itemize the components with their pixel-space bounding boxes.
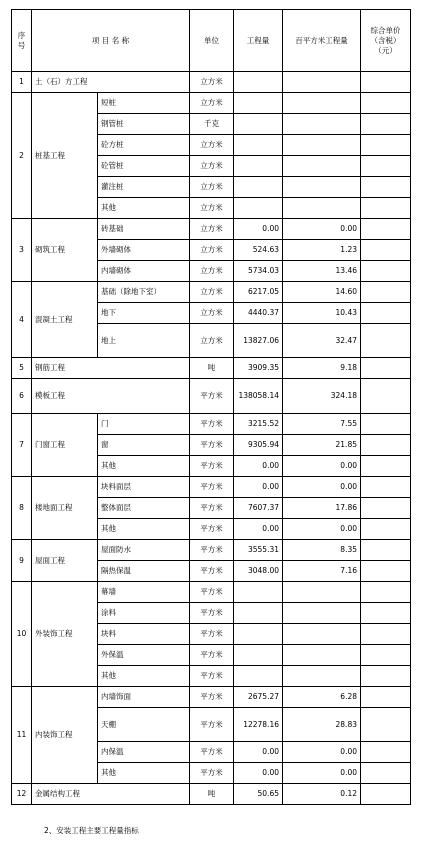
row-unit: 平方米 (190, 435, 234, 456)
row-unit: 千克 (190, 114, 234, 135)
row-qty (234, 603, 283, 624)
row-qty: 0.00 (234, 519, 283, 540)
row-no: 6 (12, 379, 32, 414)
row-unit: 立方米 (190, 177, 234, 198)
row-subitem: 幕墙 (98, 582, 190, 603)
row-unit: 立方米 (190, 303, 234, 324)
header-item: 项 目 名 称 (32, 10, 190, 72)
row-per100 (283, 624, 361, 645)
header-unit: 单位 (190, 10, 234, 72)
row-qty: 0.00 (234, 477, 283, 498)
row-unit: 立方米 (190, 261, 234, 282)
row-subitem: 整体面层 (98, 498, 190, 519)
row-unit: 平方米 (190, 687, 234, 708)
row-unit: 平方米 (190, 414, 234, 435)
row-price (361, 177, 411, 198)
row-qty: 12278.16 (234, 708, 283, 742)
row-price (361, 456, 411, 477)
row-qty: 0.00 (234, 763, 283, 784)
row-qty (234, 93, 283, 114)
row-per100 (283, 114, 361, 135)
row-unit: 平方米 (190, 603, 234, 624)
row-qty: 524.63 (234, 240, 283, 261)
row-subitem: 外保温 (98, 645, 190, 666)
row-price (361, 435, 411, 456)
header-row (12, 10, 411, 72)
row-per100: 6.28 (283, 687, 361, 708)
row-subitem: 其他 (98, 456, 190, 477)
row-price (361, 114, 411, 135)
row-subitem: 内墙饰面 (98, 687, 190, 708)
row-per100: 0.00 (283, 456, 361, 477)
row-unit: 立方米 (190, 135, 234, 156)
row-unit: 平方米 (190, 582, 234, 603)
row-subitem: 涂料 (98, 603, 190, 624)
row-subitem: 地下 (98, 303, 190, 324)
row-price (361, 72, 411, 93)
row-per100 (283, 603, 361, 624)
row-category: 楼地面工程 (32, 477, 98, 540)
row-no: 4 (12, 282, 32, 358)
row-subitem: 天棚 (98, 708, 190, 742)
row-per100: 9.18 (283, 358, 361, 379)
row-qty: 7607.37 (234, 498, 283, 519)
row-qty (234, 135, 283, 156)
row-price (361, 303, 411, 324)
row-no: 5 (12, 358, 32, 379)
row-subitem: 砼方桩 (98, 135, 190, 156)
row-qty: 4440.37 (234, 303, 283, 324)
row-per100 (283, 198, 361, 219)
quantity-index-table (11, 9, 411, 805)
row-category: 桩基工程 (32, 93, 98, 219)
row-unit: 平方米 (190, 477, 234, 498)
table-row (12, 379, 411, 414)
row-category: 模板工程 (32, 379, 190, 414)
row-price (361, 742, 411, 763)
row-price (361, 763, 411, 784)
table-row (12, 219, 411, 240)
row-subitem: 其他 (98, 198, 190, 219)
row-price (361, 561, 411, 582)
row-subitem: 砼管桩 (98, 156, 190, 177)
row-unit: 平方米 (190, 540, 234, 561)
row-qty (234, 645, 283, 666)
row-subitem: 其他 (98, 666, 190, 687)
row-no: 10 (12, 582, 32, 687)
row-no: 11 (12, 687, 32, 784)
row-subitem: 外墙砌体 (98, 240, 190, 261)
row-qty: 3555.31 (234, 540, 283, 561)
row-subitem: 砖基础 (98, 219, 190, 240)
row-per100: 32.47 (283, 324, 361, 358)
header-per100: 百平方米工程量 (283, 10, 361, 72)
row-price (361, 93, 411, 114)
row-price (361, 324, 411, 358)
row-unit: 吨 (190, 358, 234, 379)
row-unit: 平方米 (190, 763, 234, 784)
row-no: 1 (12, 72, 32, 93)
row-qty (234, 177, 283, 198)
row-unit: 平方米 (190, 624, 234, 645)
row-per100 (283, 72, 361, 93)
row-unit: 立方米 (190, 282, 234, 303)
row-subitem: 窗 (98, 435, 190, 456)
row-unit: 平方米 (190, 379, 234, 414)
table-row (12, 282, 411, 303)
row-unit: 平方米 (190, 742, 234, 763)
row-per100 (283, 666, 361, 687)
row-subitem: 基础（除地下室） (98, 282, 190, 303)
row-qty: 0.00 (234, 219, 283, 240)
table-row (12, 582, 411, 603)
row-subitem: 内墙砌体 (98, 261, 190, 282)
row-per100: 8.35 (283, 540, 361, 561)
row-qty: 50.65 (234, 784, 283, 805)
row-per100 (283, 135, 361, 156)
row-qty: 9305.94 (234, 435, 283, 456)
row-price (361, 135, 411, 156)
row-unit: 立方米 (190, 93, 234, 114)
row-per100 (283, 177, 361, 198)
row-price (361, 282, 411, 303)
row-price (361, 603, 411, 624)
table-row (12, 687, 411, 708)
row-price (361, 219, 411, 240)
row-per100: 1.23 (283, 240, 361, 261)
row-subitem: 其他 (98, 519, 190, 540)
row-unit: 平方米 (190, 561, 234, 582)
row-unit: 立方米 (190, 219, 234, 240)
header-qty: 工程量 (234, 10, 283, 72)
row-per100: 14.60 (283, 282, 361, 303)
row-qty: 6217.05 (234, 282, 283, 303)
row-qty: 5734.03 (234, 261, 283, 282)
row-subitem: 门 (98, 414, 190, 435)
row-qty (234, 666, 283, 687)
row-category: 门窗工程 (32, 414, 98, 477)
row-category: 内装饰工程 (32, 687, 98, 784)
row-unit: 立方米 (190, 72, 234, 93)
row-price (361, 498, 411, 519)
row-category: 混凝土工程 (32, 282, 98, 358)
header-no: 序号 (12, 10, 32, 72)
row-qty (234, 156, 283, 177)
row-subitem: 块料 (98, 624, 190, 645)
row-qty (234, 72, 283, 93)
row-qty (234, 624, 283, 645)
row-unit: 平方米 (190, 519, 234, 540)
row-qty (234, 198, 283, 219)
row-no: 2 (12, 93, 32, 219)
row-unit: 吨 (190, 784, 234, 805)
row-category: 金属结构工程 (32, 784, 190, 805)
table-row (12, 540, 411, 561)
row-price (361, 358, 411, 379)
row-subitem: 短桩 (98, 93, 190, 114)
row-subitem: 内保温 (98, 742, 190, 763)
row-unit: 立方米 (190, 240, 234, 261)
row-price (361, 645, 411, 666)
row-qty: 3215.52 (234, 414, 283, 435)
row-qty: 138058.14 (234, 379, 283, 414)
table-row (12, 72, 411, 93)
row-per100 (283, 93, 361, 114)
row-qty: 0.00 (234, 456, 283, 477)
footer-note: 2、安装工程主要工程量指标 (44, 826, 139, 835)
row-per100: 0.00 (283, 477, 361, 498)
row-subitem: 灌注桩 (98, 177, 190, 198)
row-unit: 平方米 (190, 645, 234, 666)
row-unit: 平方米 (190, 498, 234, 519)
row-price (361, 477, 411, 498)
row-category: 外装饰工程 (32, 582, 98, 687)
row-per100: 324.18 (283, 379, 361, 414)
row-per100: 0.00 (283, 519, 361, 540)
row-price (361, 156, 411, 177)
row-subitem: 其他 (98, 763, 190, 784)
row-price (361, 240, 411, 261)
row-subitem: 块料面层 (98, 477, 190, 498)
row-qty: 3048.00 (234, 561, 283, 582)
row-unit: 立方米 (190, 156, 234, 177)
header-price: 综合单价（含税）（元） (361, 10, 411, 72)
row-per100: 0.00 (283, 742, 361, 763)
row-price (361, 708, 411, 742)
row-per100 (283, 645, 361, 666)
row-per100: 21.85 (283, 435, 361, 456)
row-unit: 平方米 (190, 456, 234, 477)
row-no: 9 (12, 540, 32, 582)
row-qty: 0.00 (234, 742, 283, 763)
table-row (12, 784, 411, 805)
row-no: 8 (12, 477, 32, 540)
row-price (361, 261, 411, 282)
row-price (361, 687, 411, 708)
row-price (361, 582, 411, 603)
table-row (12, 358, 411, 379)
table-row (12, 477, 411, 498)
row-qty: 3909.35 (234, 358, 283, 379)
row-price (361, 519, 411, 540)
row-per100: 7.55 (283, 414, 361, 435)
row-category: 钢筋工程 (32, 358, 190, 379)
row-price (361, 666, 411, 687)
row-per100: 0.12 (283, 784, 361, 805)
row-per100: 10.43 (283, 303, 361, 324)
row-per100: 0.00 (283, 219, 361, 240)
row-price (361, 784, 411, 805)
row-price (361, 624, 411, 645)
row-category: 土（石）方工程 (32, 72, 190, 93)
row-subitem: 隔热保温 (98, 561, 190, 582)
row-subitem: 地上 (98, 324, 190, 358)
row-qty: 2675.27 (234, 687, 283, 708)
row-unit: 平方米 (190, 708, 234, 742)
row-unit: 立方米 (190, 324, 234, 358)
row-per100 (283, 582, 361, 603)
row-per100: 0.00 (283, 763, 361, 784)
row-subitem: 屋面防水 (98, 540, 190, 561)
row-price (361, 414, 411, 435)
table-row (12, 93, 411, 114)
row-unit: 立方米 (190, 198, 234, 219)
row-price (361, 198, 411, 219)
row-qty (234, 582, 283, 603)
row-category: 砌筑工程 (32, 219, 98, 282)
row-no: 3 (12, 219, 32, 282)
row-qty (234, 114, 283, 135)
row-no: 12 (12, 784, 32, 805)
row-qty: 13827.06 (234, 324, 283, 358)
row-category: 屋面工程 (32, 540, 98, 582)
row-per100: 7.16 (283, 561, 361, 582)
row-per100: 28.83 (283, 708, 361, 742)
row-price (361, 540, 411, 561)
table-row (12, 414, 411, 435)
row-per100: 13.46 (283, 261, 361, 282)
row-no: 7 (12, 414, 32, 477)
row-subitem: 钢管桩 (98, 114, 190, 135)
row-per100: 17.86 (283, 498, 361, 519)
row-per100 (283, 156, 361, 177)
row-unit: 平方米 (190, 666, 234, 687)
row-price (361, 379, 411, 414)
